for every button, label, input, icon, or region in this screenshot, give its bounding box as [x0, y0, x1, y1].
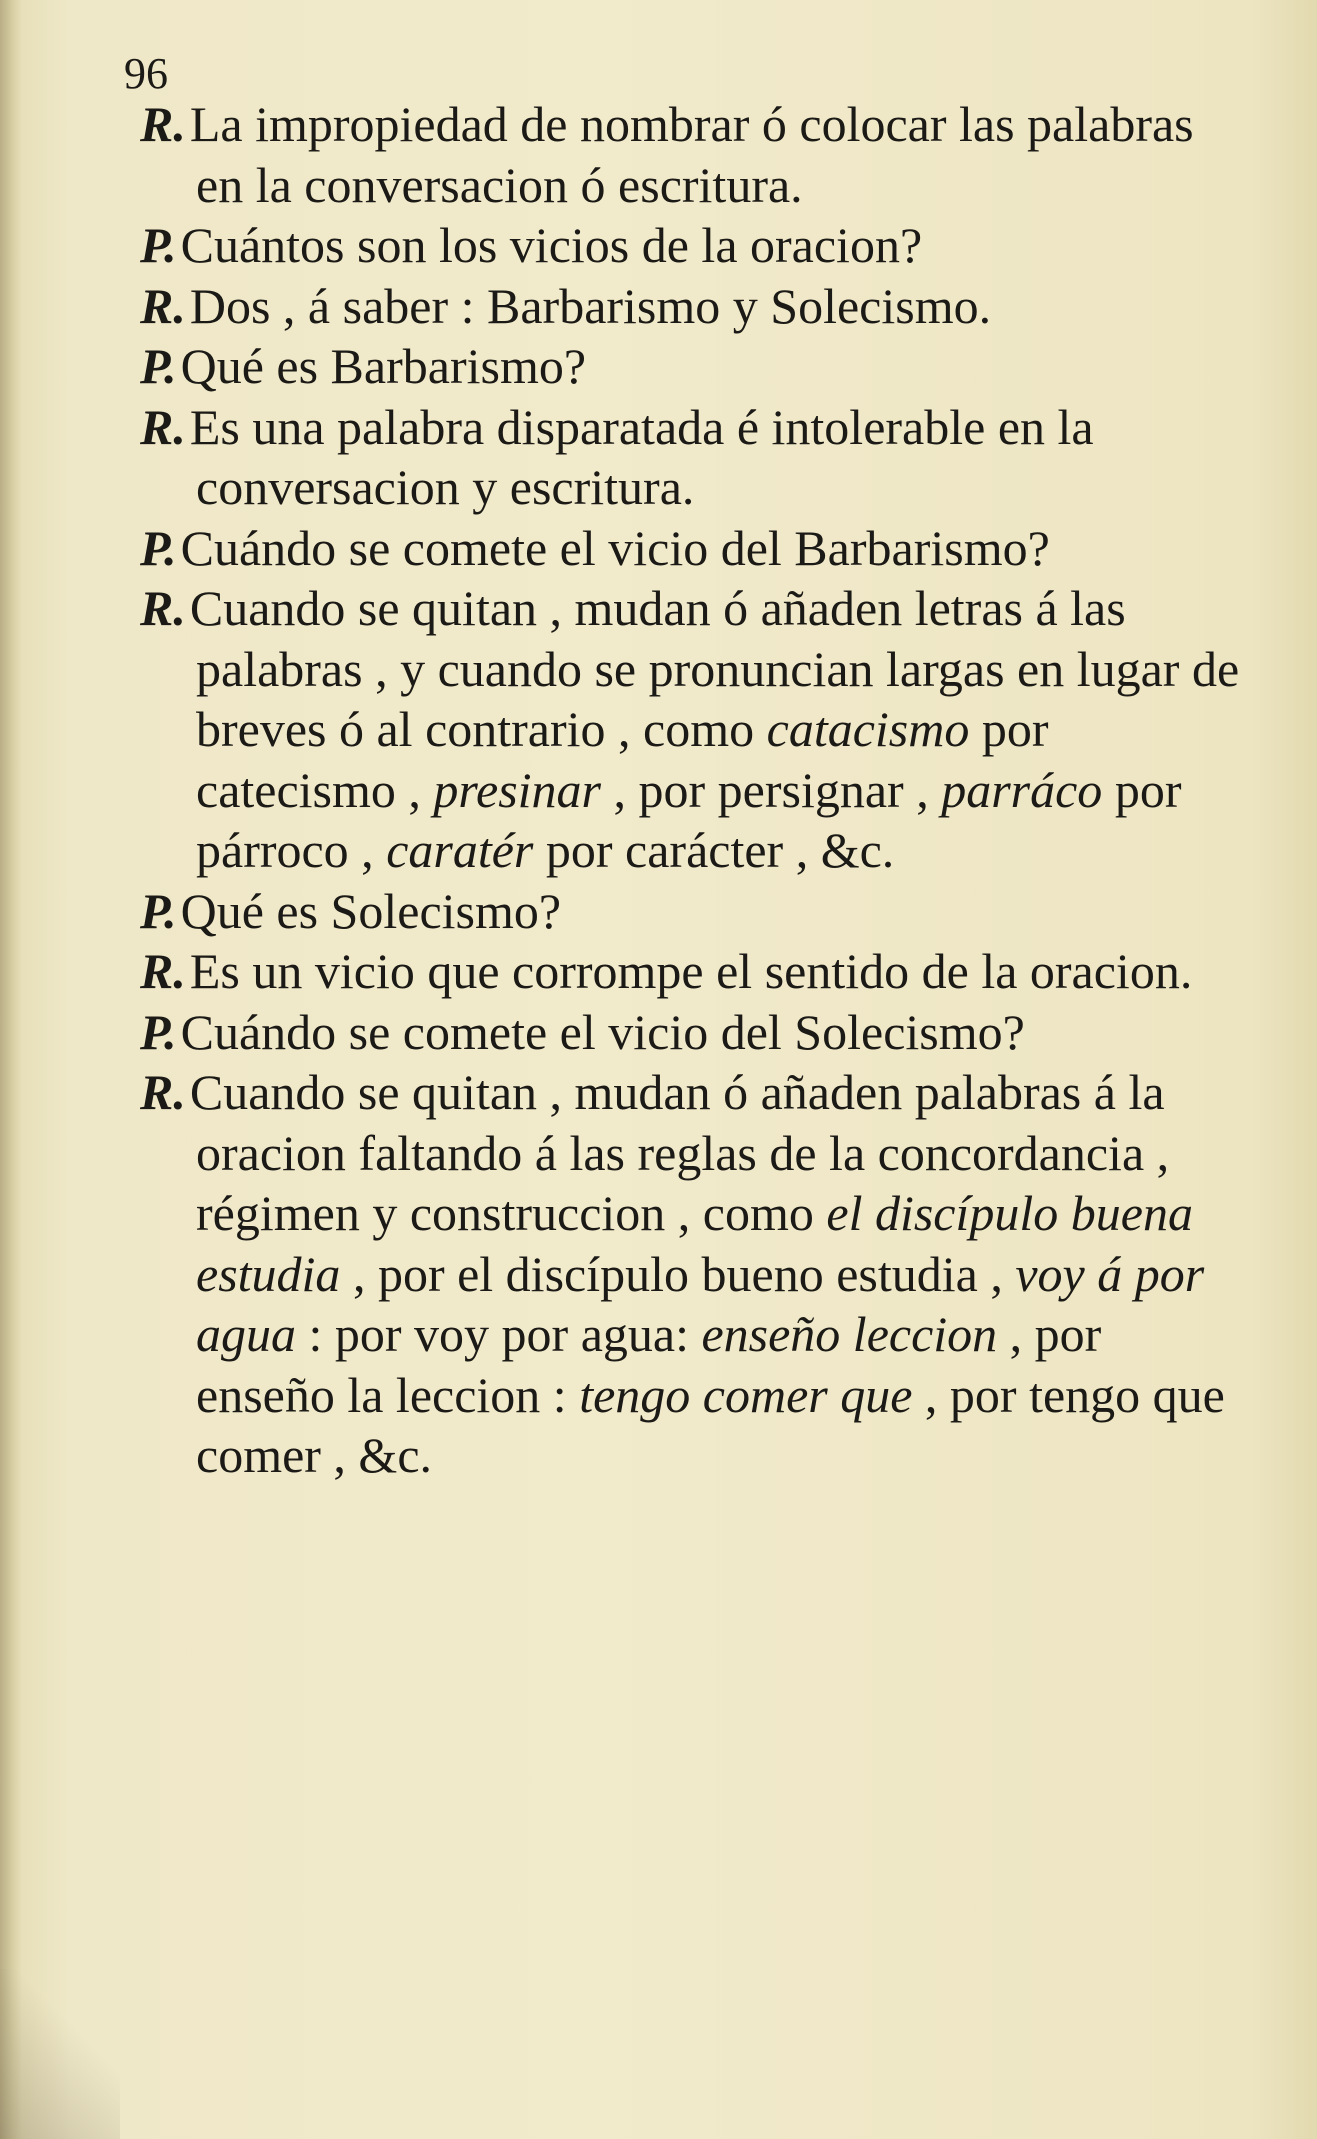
entry-text [181, 883, 561, 939]
entry-text [190, 399, 1094, 516]
example-italic: enseño leccion [701, 1306, 998, 1362]
text-run: Cuándo se comete el vicio del Solecismo? [180, 1003, 1025, 1060]
answer-entry [140, 578, 1250, 881]
answer-entry [140, 276, 1250, 337]
example-italic: catacismo [766, 701, 970, 757]
answer-label: R. [140, 943, 186, 999]
question-entry [140, 215, 1250, 276]
example-italic: el discípulo buena estudia [196, 1185, 1193, 1302]
entry-text [181, 1004, 1025, 1060]
entry-text [190, 580, 1239, 878]
entry-text [181, 217, 923, 273]
text-run: Cuándo se comete el vicio del Barbarismo? [180, 519, 1050, 576]
answer-entry [140, 941, 1250, 1002]
answer-label: R. [140, 277, 186, 334]
question-entry [140, 1002, 1250, 1063]
text-run: Cuando se quitan , mudan ó añaden letras á las palabras , y cuando se pronuncian largas en lugar de breves ó al contrario , como [189, 580, 1240, 757]
text-run: Dos , á saber : Barbarismo y Solecismo. [189, 277, 992, 334]
text-run: : por voy por agua: [296, 1306, 702, 1362]
page-corner-shadow [0, 1969, 120, 2139]
text-run: Cuando se quitan , mudan ó añaden palabras á la oracion faltando á las reglas de la concordancia , régimen y construccion , como [189, 1064, 1170, 1241]
example-italic: presinar [433, 761, 602, 818]
question-entry [140, 881, 1250, 942]
text-run: , por enseño la leccion : [196, 1306, 1102, 1423]
answer-label: R. [140, 96, 186, 152]
question-label: P. [140, 217, 177, 273]
answer-entry [140, 397, 1250, 518]
entry-text [181, 338, 586, 394]
answer-label: R. [140, 1064, 186, 1120]
catechism-text [140, 94, 1250, 1486]
example-italic: parráco [941, 761, 1103, 818]
text-run: , por tengo que comer , &c. [196, 1366, 1225, 1483]
text-run: Es una palabra disparatada é intolerable en la conversacion y escritura. [189, 398, 1094, 515]
text-run: Cuántos son los vicios de la oracion? [180, 217, 923, 273]
question-label: P. [140, 519, 177, 576]
text-run: , por persignar , [601, 761, 942, 818]
question-label: P. [140, 882, 177, 939]
example-italic: voy á por agua [196, 1245, 1205, 1362]
text-run: por párroco , [196, 761, 1182, 878]
text-run: Es un vicio que corrompe el sentido de la oracion. [189, 943, 1193, 999]
text-run: por catecismo , [196, 701, 1049, 818]
text-run: , por el discípulo bueno estudia , [340, 1245, 1016, 1302]
question-label: P. [140, 338, 177, 394]
entry-text [190, 1064, 1225, 1483]
entry-text [190, 943, 1192, 999]
text-run: Qué es Solecismo? [180, 882, 562, 939]
answer-label: R. [140, 580, 186, 636]
question-entry [140, 336, 1250, 397]
entry-text [190, 278, 991, 334]
question-label: P. [140, 1003, 177, 1060]
answer-entry [140, 94, 1250, 215]
answer-entry [140, 1062, 1250, 1486]
page-edge-shadow [0, 0, 22, 2139]
example-italic: caratér [386, 822, 534, 878]
entry-text [181, 520, 1050, 576]
example-italic: tengo comer que [579, 1366, 913, 1423]
text-run: La impropiedad de nombrar ó colocar las palabras en la conversacion ó escritura. [189, 96, 1194, 213]
question-entry [140, 518, 1250, 579]
entry-text [190, 96, 1194, 213]
answer-label: R. [140, 398, 186, 455]
page-number: 96 [124, 49, 168, 98]
text-run: por carácter , &c. [533, 822, 895, 878]
text-run: Qué es Barbarismo? [180, 338, 587, 394]
